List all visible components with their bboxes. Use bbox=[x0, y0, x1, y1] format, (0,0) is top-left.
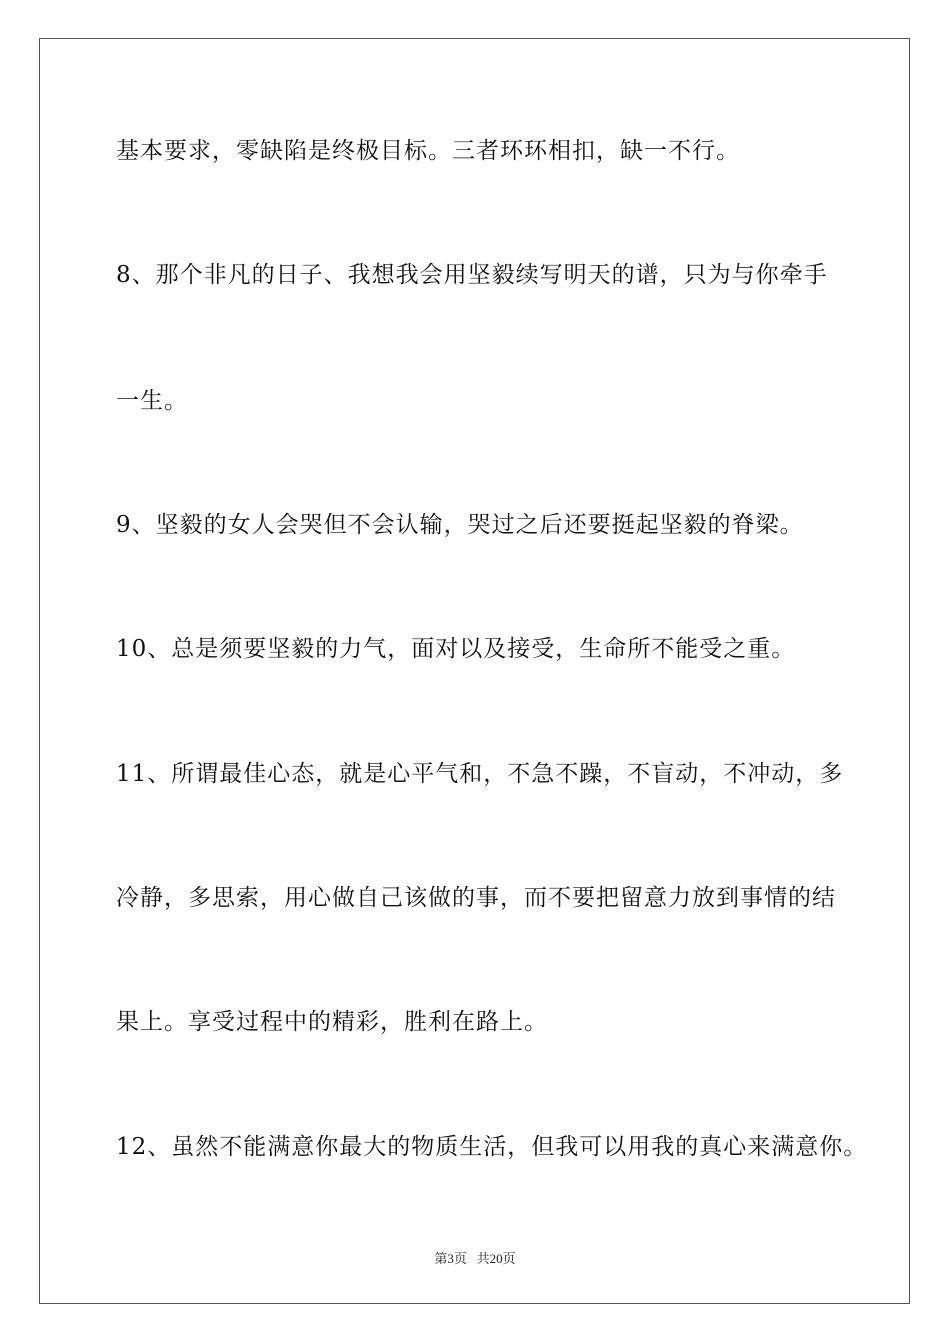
text-line-1: 基本要求，零缺陷是终极目标。三者环环相扣，缺一不行。 bbox=[116, 138, 740, 164]
text-line-6: 11、所谓最佳心态，就是心平气和，不急不躁，不盲动，不冲动，多 bbox=[116, 761, 844, 787]
page-frame bbox=[39, 38, 910, 1304]
page-footer bbox=[0, 1248, 950, 1267]
text-line-3: 一生。 bbox=[116, 388, 188, 414]
text-line-9: 12、虽然不能满意你最大的物质生活，但我可以用我的真心来满意你。 bbox=[116, 1134, 868, 1160]
text-line-4: 9、坚毅的女人会哭但不会认输，哭过之后还要挺起坚毅的脊梁。 bbox=[116, 512, 804, 538]
page-number: 第3页 bbox=[434, 1251, 467, 1266]
text-line-8: 果上。享受过程中的精彩，胜利在路上。 bbox=[116, 1009, 548, 1035]
text-line-5: 10、总是须要坚毅的力气，面对以及接受，生命所不能受之重。 bbox=[116, 636, 796, 662]
text-line-2: 8、那个非凡的日子、我想我会用坚毅续写明天的谱，只为与你牵手 bbox=[116, 262, 828, 288]
text-line-7: 冷静，多思索，用心做自己该做的事，而不要把留意力放到事情的结 bbox=[116, 885, 836, 911]
total-pages: 共20页 bbox=[476, 1251, 516, 1266]
